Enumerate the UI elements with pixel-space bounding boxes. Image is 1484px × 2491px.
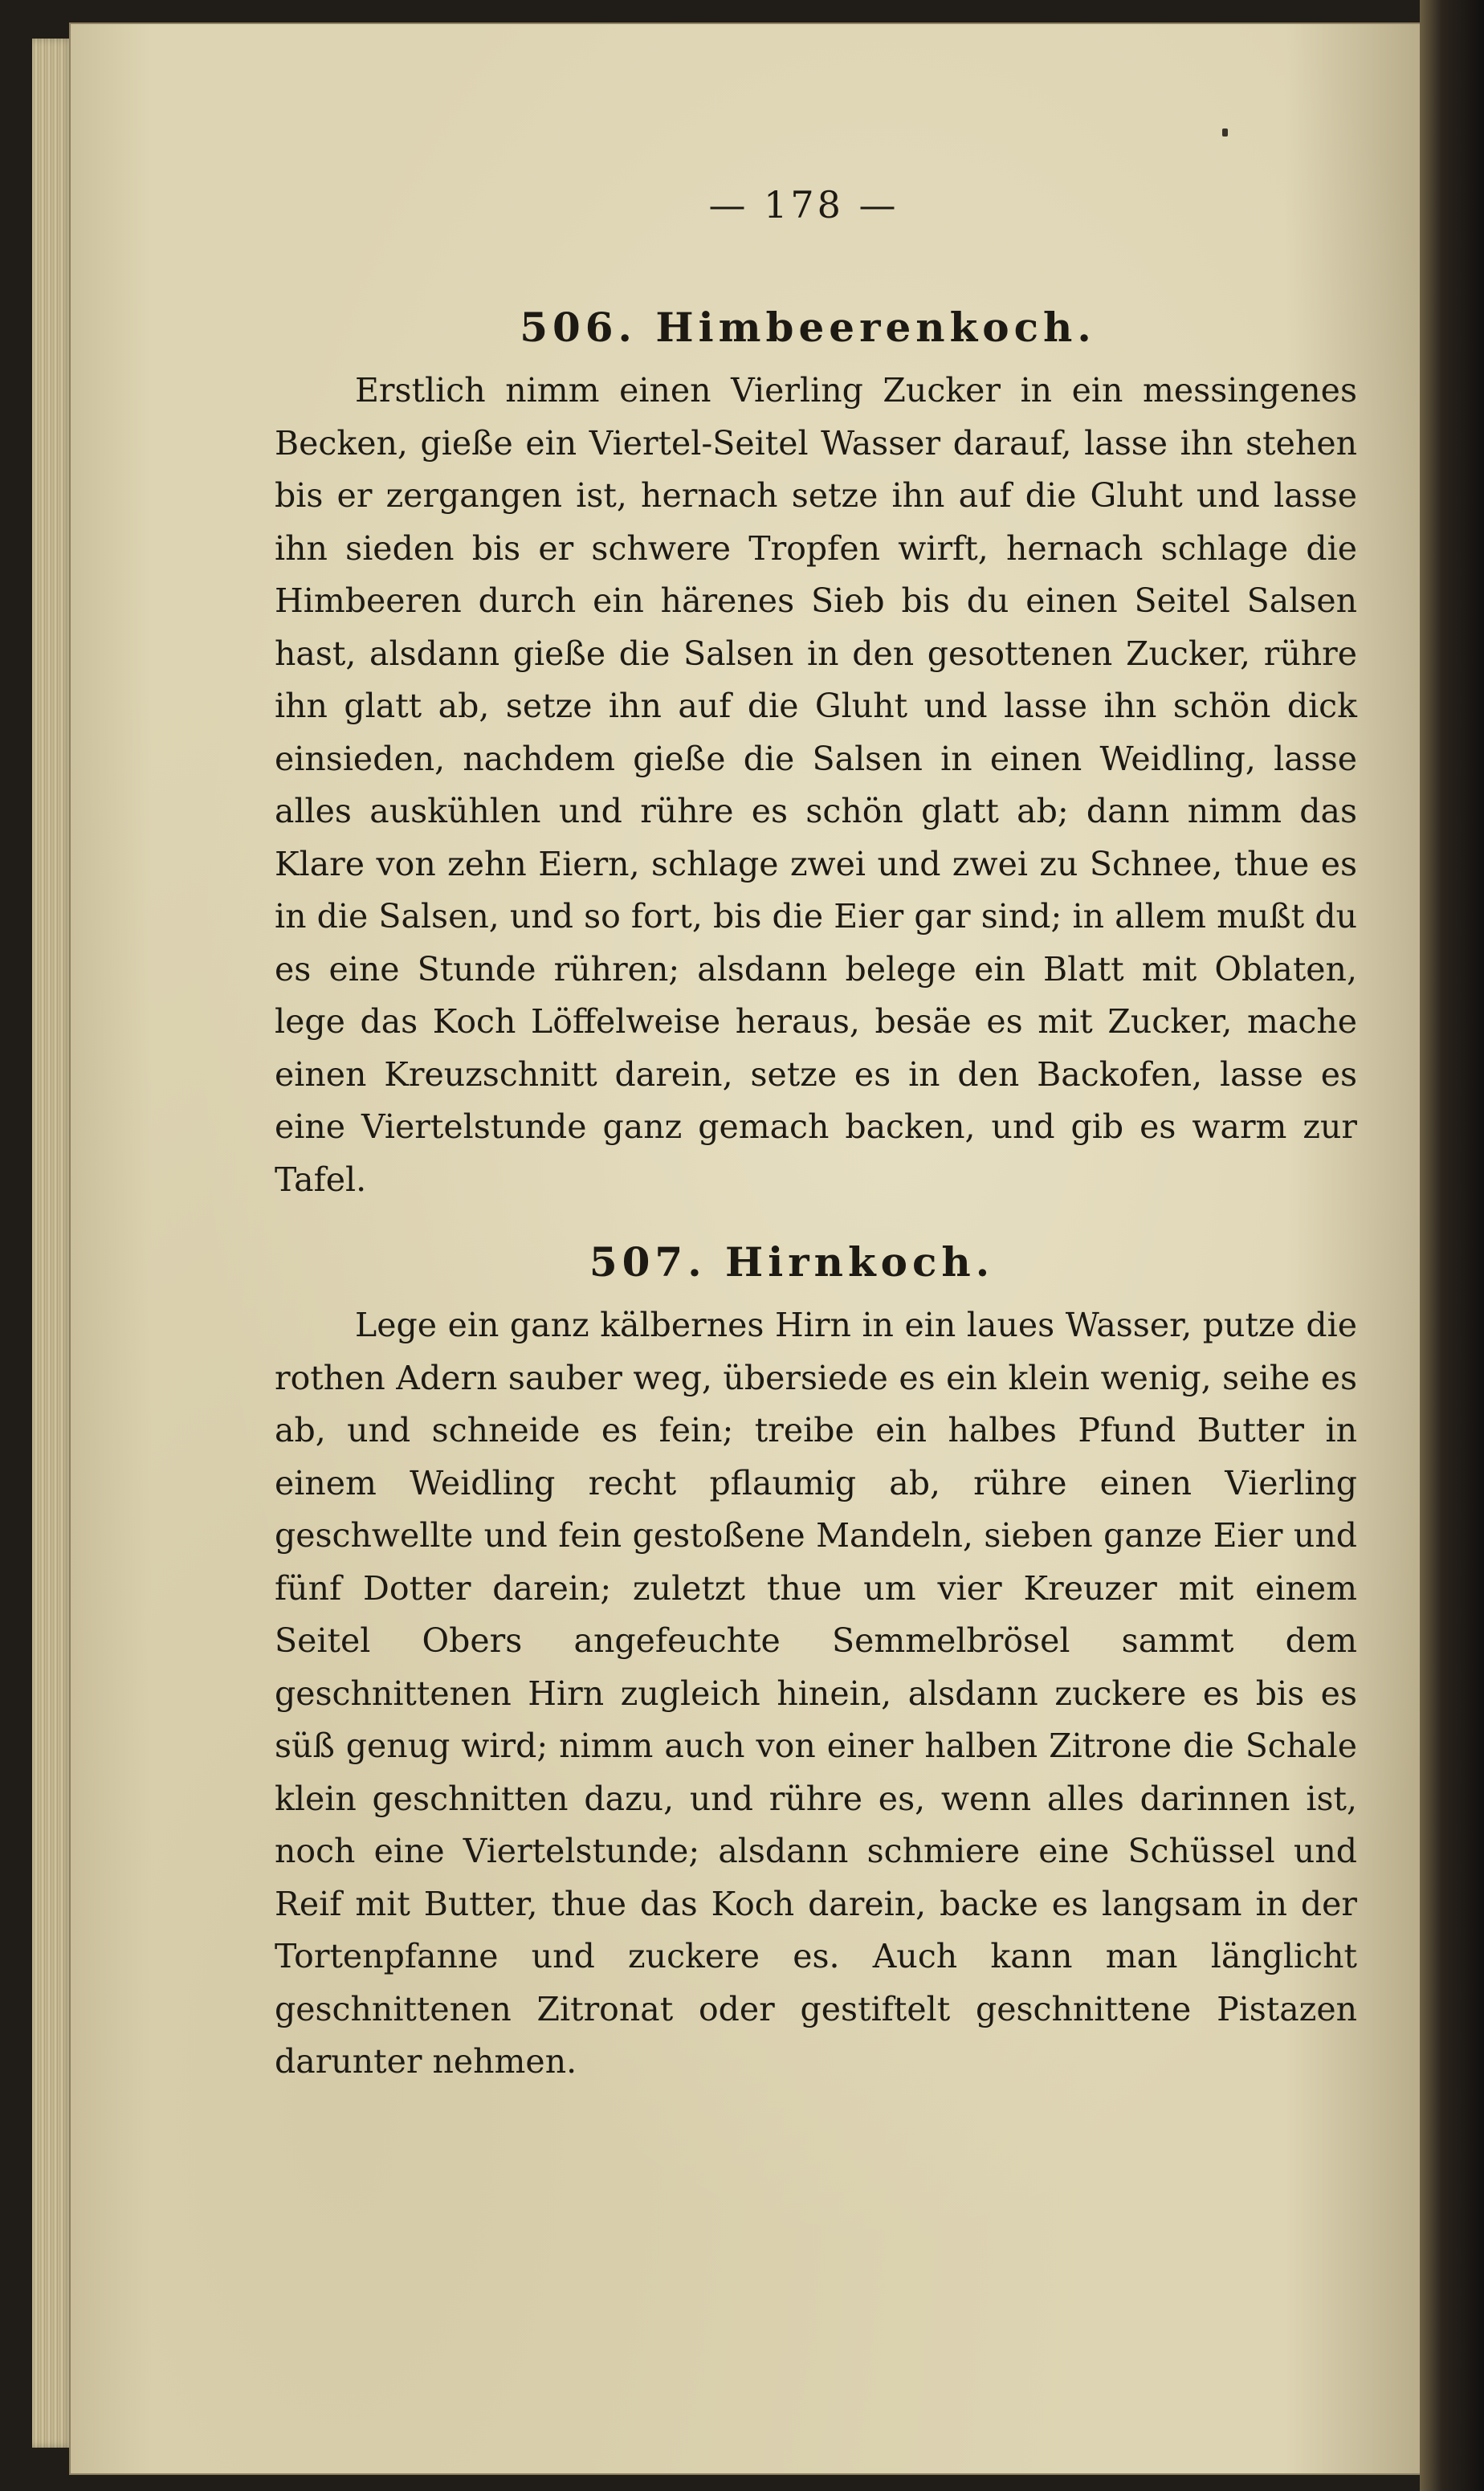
recipe-text-507: Lege ein ganz kälbernes Hirn in ein laues Wasser, putze die rothen Adern sauber weg, übersiede es ein klein wenig, seihe es ab, und schneide es fein; treibe ein halbes Pfund Butter in einem Weidling recht pflaumig ab, rühre einen Vierling geschwellte und fein gestoßene Mandeln, sieben ganze Eier und fünf Dotter darein; zuletzt thue um vier Kreuzer mit einem Seitel Obers angefeuchte Semmelbrösel sammt dem geschnittenen Hirn zugleich hinein, alsdann zuckere es bis es süß genug wird; nimm auch von einer halben Zitrone die Schale klein geschnitten dazu, und rühre es, wenn alles darinnen ist, noch eine Viertelstunde; alsdann schmiere eine Schüssel und Reif mit Butter, thue das Koch darein, backe es langsam in der Tortenpfanne und zuckere es. Auch kann man länglicht geschnittenen Zitronat oder gestiftelt geschnittene Pistazen darunter nehmen. xyxy=(275,1306,1357,2081)
page-edges xyxy=(32,39,74,2448)
page-number: — 178 — xyxy=(708,183,899,226)
page-content xyxy=(275,183,1357,2089)
ink-speck xyxy=(1222,128,1228,137)
recipe-heading-506: 506. Himbeerenkoch. xyxy=(520,304,1096,351)
recipe-heading-507: 507. Hirnkoch. xyxy=(589,1238,995,1286)
recipe-text-506: Erstlich nimm einen Vierling Zucker in ein messingenes Becken, gieße ein Viertel-Seitel Wasser darauf, lasse ihn stehen bis er zergangen ist, hernach setze ihn auf die Gluht und lasse ihn sieden bis er schwere Tropfen wirft, hernach schlage die Himbeeren durch ein härenes Sieb bis du einen Seitel Salsen hast, alsdann gieße die Salsen in den gesottenen Zucker, rühre ihn glatt ab, setze ihn auf die Gluht und lasse ihn schön dick einsieden, nachdem gieße die Salsen in einen Weidling, lasse alles auskühlen und rühre es schön glatt ab; dann nimm das Klare von zehn Eiern, schlage zwei und zwei zu Schnee, thue es in die Salsen, und so fort, bis die Eier gar sind; in allem mußt du es eine Stunde rühren; alsdann belege ein Blatt mit Oblaten, lege das Koch Löffelweise heraus, besäe es mit Zucker, mache einen Kreuzschnitt darein, setze es in den Backofen, lasse es eine Viertelstunde ganz gemach backen, und gib es warm zur Tafel. xyxy=(275,371,1357,1199)
book-gutter xyxy=(1420,0,1484,2491)
